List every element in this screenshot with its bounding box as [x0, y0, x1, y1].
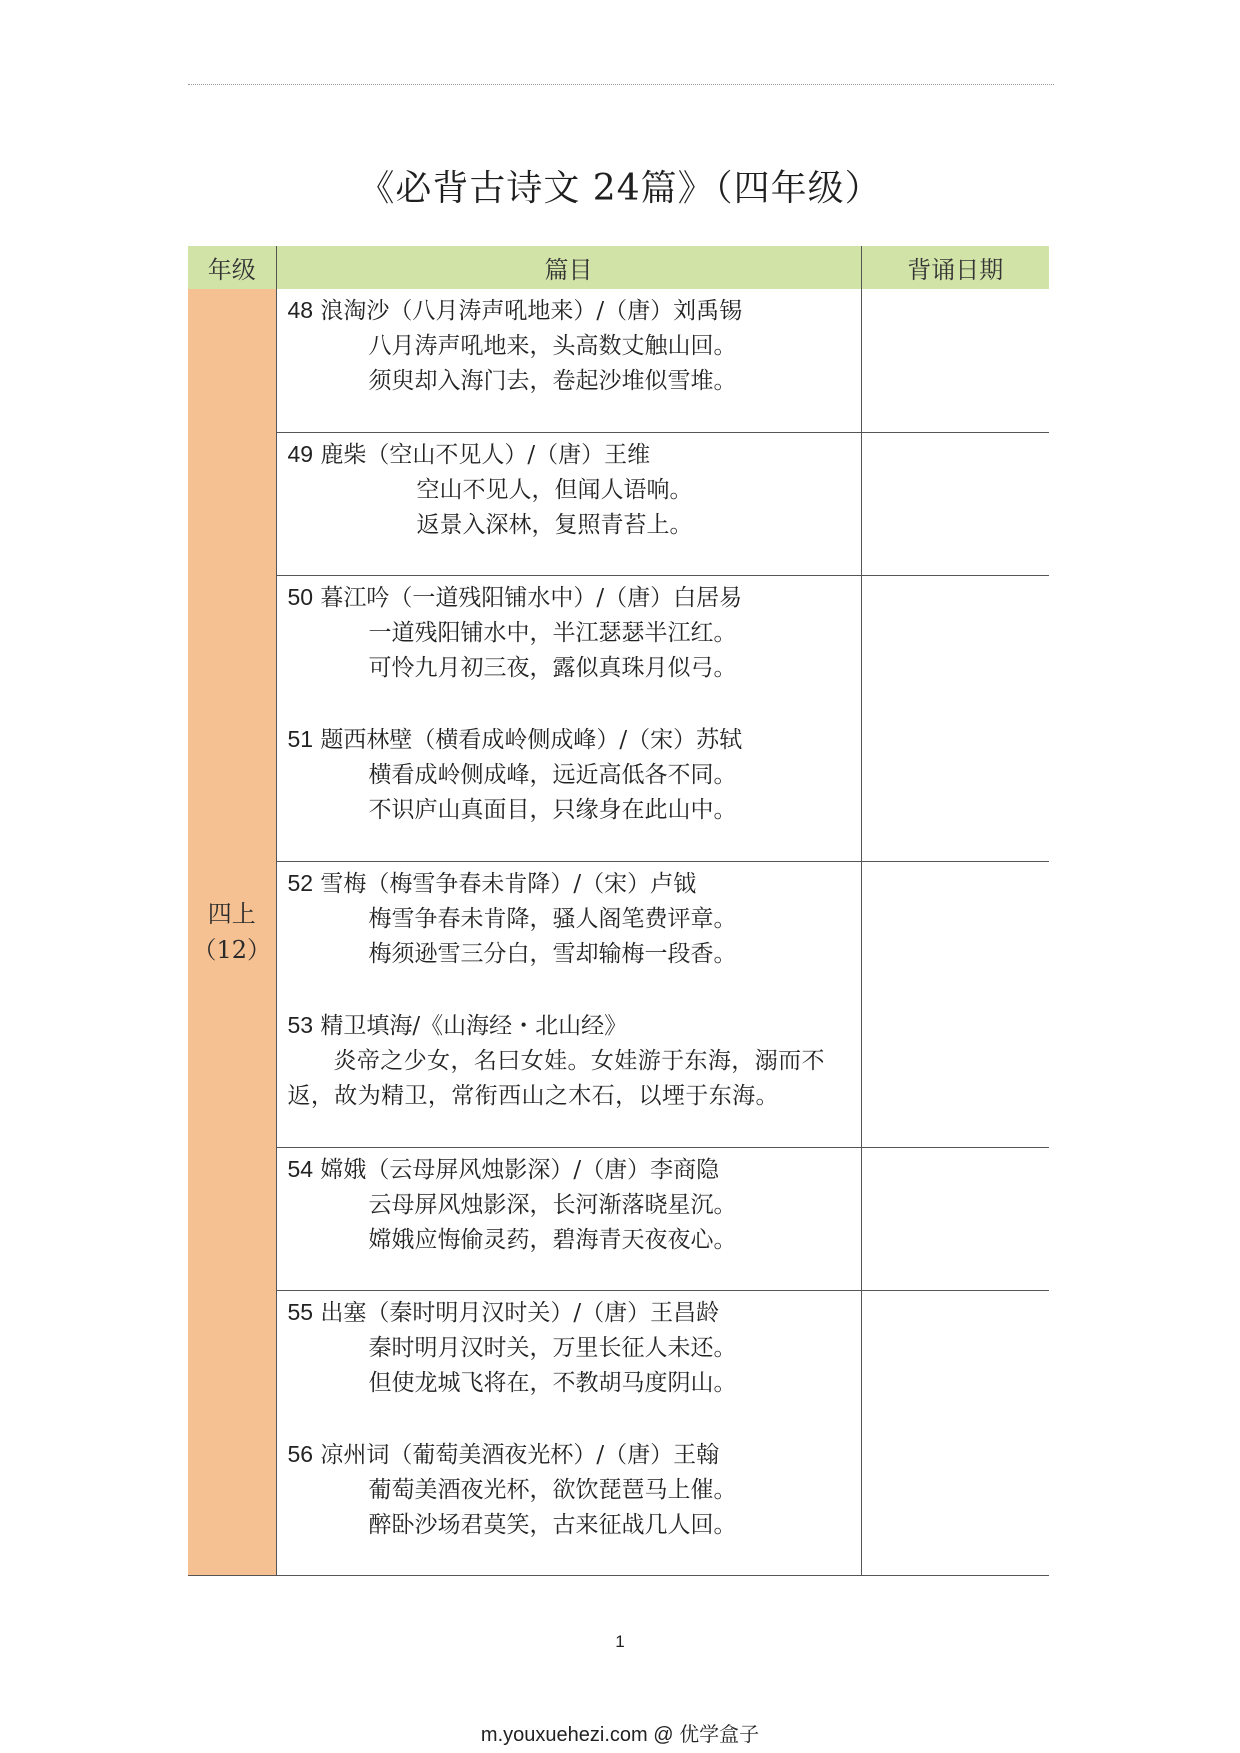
table-row [188, 1147, 1049, 1290]
poem-number: 55 [287, 1298, 314, 1325]
poem-title: 雪梅（梅雪争春未肯降）/（宋）卢钺 [313, 870, 697, 897]
page-number: 1 [615, 1632, 625, 1651]
poem-table [188, 246, 1049, 1576]
poem-title: 浪淘沙（八月涛声吼地来）/（唐）刘禹锡 [313, 298, 743, 324]
poem-title: 鹿柴（空山不见人）/（唐）王维 [313, 441, 651, 468]
poem-line: 秦时明月汉时关，万里长征人未还。 [368, 1334, 737, 1361]
poem-line: 空山不见人，但闻人语响。 [416, 476, 693, 503]
poem-cell [276, 575, 861, 861]
poem-49 [277, 437, 861, 543]
poem-heading [277, 1008, 861, 1044]
table-row [188, 575, 1049, 861]
poem-title: 出塞（秦时明月汉时关）/（唐）王昌龄 [313, 1299, 720, 1326]
poem-cell [276, 1147, 861, 1290]
poem-cell [276, 432, 861, 575]
poem-line: 梅须逊雪三分白，雪却输梅一段香。 [368, 940, 737, 967]
footer-site-link[interactable]: m.youxuehezi.com @ 优学盒子 [480, 1724, 760, 1746]
poem-line: 一道残阳铺水中，半江瑟瑟半江红。 [368, 619, 737, 646]
recite-date-cell [861, 1147, 1049, 1290]
poem-line: 醉卧沙场君莫笑，古来征战几人回。 [368, 1511, 737, 1538]
recite-date-cell [861, 289, 1049, 432]
poem-title: 凉州词（葡萄美酒夜光杯）/（唐）王翰 [313, 1441, 720, 1468]
poem-heading [277, 866, 861, 902]
poem-number: 50 [287, 583, 314, 610]
poem-line: 不识庐山真面目，只缘身在此山中。 [368, 796, 737, 823]
poem-prose: 炎帝之少女，名曰女娃。女娃游于东海，溺而不返，故为精卫，常衔西山之木石，以堙于东海。 [287, 1047, 825, 1109]
poem-line: 梅雪争春未肯降，骚人阁笔费评章。 [368, 905, 737, 932]
table-row [188, 289, 1049, 432]
poem-number: 51 [287, 725, 314, 752]
poem-line: 返景入深林，复照青苔上。 [416, 511, 693, 538]
header-title: 篇目 [276, 246, 861, 289]
grade-cell [188, 289, 276, 1575]
poem-line: 横看成岭侧成峰，远近高低各不同。 [368, 761, 737, 788]
poem-line: 须臾却入海门去，卷起沙堆似雪堆。 [368, 368, 737, 394]
poem-cell [276, 289, 861, 432]
poem-56 [277, 1437, 861, 1543]
poem-heading [277, 1152, 861, 1188]
poem-title: 题西林壁（横看成岭侧成峰）/（宋）苏轼 [313, 726, 743, 753]
poem-number: 48 [287, 297, 314, 323]
recite-date-cell [861, 1290, 1049, 1575]
poem-number: 53 [287, 1011, 314, 1038]
poem-heading [277, 293, 861, 329]
recite-date-cell [861, 432, 1049, 575]
recite-date-cell [861, 575, 1049, 861]
page-title: 《必背古诗文 24篇》（四年级） [358, 168, 882, 209]
poem-50 [277, 580, 861, 686]
poem-heading [277, 437, 861, 473]
poem-line: 嫦娥应悔偷灵药，碧海青天夜夜心。 [368, 1226, 737, 1253]
table-row [188, 861, 1049, 1147]
poem-line: 云母屏风烛影深，长河渐落晓星沉。 [368, 1191, 737, 1218]
table-row [188, 1290, 1049, 1575]
poem-line: 葡萄美酒夜光杯，欲饮琵琶马上催。 [368, 1476, 737, 1503]
poem-heading [277, 722, 861, 758]
poem-number: 54 [287, 1155, 314, 1182]
top-divider [188, 84, 1054, 85]
poem-heading [277, 580, 861, 616]
grade-count: （12） [192, 935, 272, 964]
grade-label: 四上 [207, 899, 256, 928]
poem-52 [277, 866, 861, 972]
poem-line: 八月涛声吼地来，头高数丈触山回。 [368, 333, 737, 359]
poem-title: 嫦娥（云母屏风烛影深）/（唐）李商隐 [313, 1156, 720, 1183]
poem-55 [277, 1295, 861, 1401]
poem-51 [277, 722, 861, 828]
header-grade: 年级 [188, 246, 276, 289]
poem-number: 52 [287, 869, 314, 896]
poem-line: 但使龙城飞将在，不教胡马度阴山。 [368, 1369, 737, 1396]
poem-number: 56 [287, 1440, 314, 1467]
poem-heading [277, 1437, 861, 1473]
poem-48 [277, 293, 861, 399]
poem-cell [276, 861, 861, 1147]
poem-title: 精卫填海/《山海经・北山经》 [313, 1012, 628, 1039]
header-date: 背诵日期 [861, 246, 1049, 289]
poem-number: 49 [287, 440, 314, 467]
recite-date-cell [861, 861, 1049, 1147]
table-row [188, 432, 1049, 575]
poem-heading [277, 1295, 861, 1331]
table-header-row [188, 246, 1049, 289]
poem-line: 可怜九月初三夜，露似真珠月似弓。 [368, 654, 737, 681]
poem-cell [276, 1290, 861, 1575]
poem-title: 暮江吟（一道残阳铺水中）/（唐）白居易 [313, 584, 743, 611]
poem-53 [277, 1008, 861, 1114]
poem-54 [277, 1152, 861, 1258]
